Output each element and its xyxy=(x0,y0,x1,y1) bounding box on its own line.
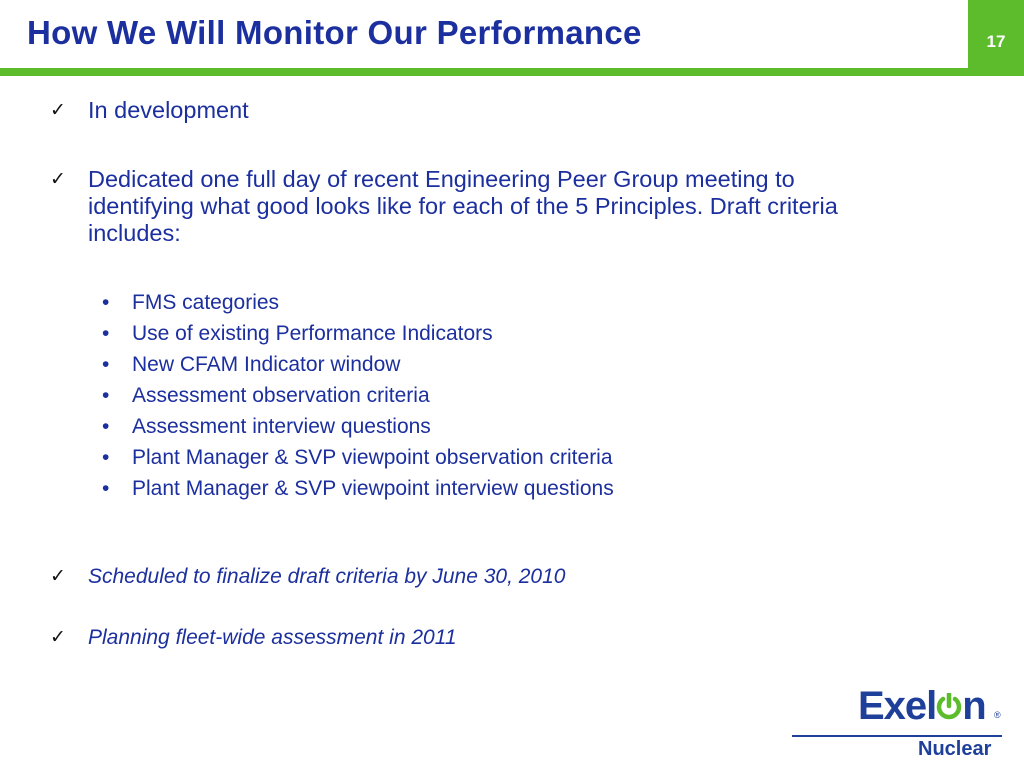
list-item: • FMS categories xyxy=(100,287,614,318)
bullet-icon: • xyxy=(102,322,110,345)
title-divider xyxy=(0,68,1024,76)
check-item-peer-group xyxy=(50,166,870,247)
bullet-icon: • xyxy=(102,291,110,314)
page-number-box xyxy=(968,0,1024,68)
list-item: • Plant Manager & SVP viewpoint observation criteria xyxy=(100,442,614,473)
checkmark-icon: ✓ xyxy=(50,168,66,190)
bullet-icon: • xyxy=(102,353,110,376)
checkmark-icon: ✓ xyxy=(50,99,66,121)
list-item: • New CFAM Indicator window xyxy=(100,349,614,380)
bullet-icon: • xyxy=(102,446,110,469)
logo-divider xyxy=(792,735,1002,737)
exelon-nuclear-logo xyxy=(790,684,1010,764)
list-item: • Assessment interview questions xyxy=(100,411,614,442)
checkmark-icon: ✓ xyxy=(50,626,66,648)
check-item-text: Scheduled to finalize draft criteria by June 30, 2010 xyxy=(88,565,566,588)
check-item-text: In development xyxy=(88,97,249,123)
check-item-in-development xyxy=(50,97,870,124)
bullet-icon: • xyxy=(102,384,110,407)
bullet-icon: • xyxy=(102,415,110,438)
registered-mark: ® xyxy=(994,710,1001,720)
criteria-bullet-list xyxy=(100,287,614,504)
logo-wordmark: Exel n xyxy=(858,684,986,728)
slide-title: How We Will Monitor Our Performance xyxy=(27,14,642,51)
check-item-scheduled xyxy=(50,563,870,590)
check-item-planning xyxy=(50,624,870,651)
page-number: 17 xyxy=(986,32,1006,51)
check-item-text: Dedicated one full day of recent Engineering Peer Group meeting to identifying what good looks like for each of the 5 Principles. Draft criteria includes: xyxy=(88,166,838,246)
power-o-icon xyxy=(936,693,962,721)
list-item: • Use of existing Performance Indicators xyxy=(100,318,614,349)
checkmark-icon: ✓ xyxy=(50,565,66,587)
list-item: • Assessment observation criteria xyxy=(100,380,614,411)
list-item: • Plant Manager & SVP viewpoint interview questions xyxy=(100,473,614,504)
check-item-text: Planning fleet-wide assessment in 2011 xyxy=(88,626,457,649)
logo-subtitle: Nuclear xyxy=(918,738,992,760)
bullet-icon: • xyxy=(102,477,110,500)
